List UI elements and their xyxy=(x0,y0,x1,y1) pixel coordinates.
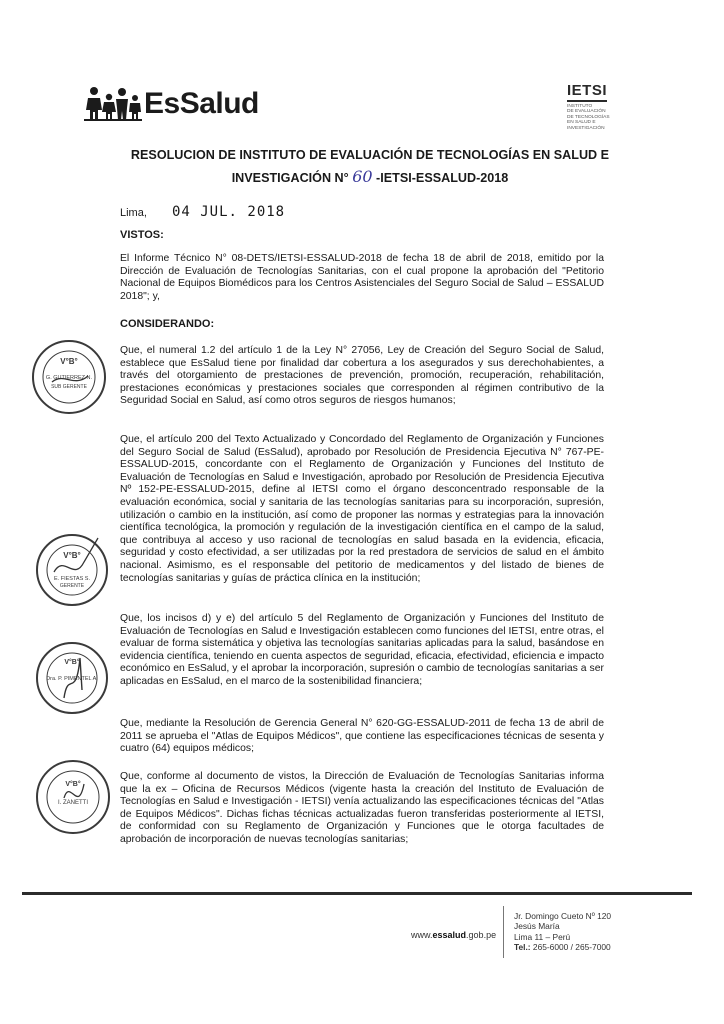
considerando-heading: CONSIDERANDO: xyxy=(120,318,215,330)
stamp-name: E. FIESTAS S. xyxy=(54,576,90,582)
ietsi-sub-line: INSTITUTO xyxy=(567,104,593,109)
date-stamp: 04 JUL. 2018 xyxy=(171,204,286,220)
stamp-name: G. GUTIERREZ N. xyxy=(45,375,93,381)
resolution-number: 60 xyxy=(352,167,373,186)
stamp-role: GERENTE xyxy=(59,583,85,589)
approval-stamp xyxy=(34,640,110,716)
address-line: Lima 11 – Perú xyxy=(514,931,571,942)
footer-divider xyxy=(22,892,692,895)
footer-website xyxy=(411,930,496,940)
family-figures-icon xyxy=(84,86,142,122)
website-prefix: www. xyxy=(411,930,433,940)
date-line xyxy=(120,204,285,220)
paragraph-considerando-1: Que, el numeral 1.2 del artículo 1 de la Ley N° 27056, Ley de Creación del Seguro Social de Salud, establece que EsSalud tiene por finalidad dar cobertura a los asegurados y sus derechohabientes, a través del otorgamiento de prestaciones de prevención, promoción, recuperación, rehabilitación, prestaciones económicas y prestaciones sociales que corresponden al régimen contributivo de la Seguridad Social en Salud, así como otros seguros de riesgos humanos; xyxy=(120,345,604,407)
tel-value: 265-6000 / 265-7000 xyxy=(530,942,611,953)
address-line: Jesús María xyxy=(514,921,560,932)
paragraph-considerando-2: Que, el artículo 200 del Texto Actualizado y Concordado del Reglamento de Organización y Funciones del Seguro Social de Salud (EsSalud), aprobado por Resolución de Presidencia Ejecutiva N° 767-PE-ESSALUD-2015, concordante con el Reglamento de Organización y Funciones del Instituto de Evaluación de Tecnologías en Salud e Investigación, aprobado por Resolución de Presidencia Ejecutiva Nº 152-PE-ESSALUD-2015, define al IETSI como el órgano desconcentrado responsable de la evaluación económica, social y sanitaria de las tecnologías sanitarias para su incorporación, supresión, utilización o cambio en la institución, así como de proponer las normas y estrategias para la innovación científica tecnológica, la promoción y regulación de la investigación científica en el campo de la salud, que contribuya al acceso y uso racional de tecnologías en salud basada en la evidencia, eficacia, seguridad y costo efectividad, a ser utilizadas por la red prestadora de servicios de salud en el ámbito nacional. Asimismo, es el responsable del petitorio de medicamentos y del listado de bienes de tecnologías sanitarias y guías de práctica clínica en la institución; xyxy=(120,434,604,584)
date-label: Lima, xyxy=(120,207,147,219)
paragraph-considerando-4: Que, mediante la Resolución de Gerencia General N° 620-GG-ESSALUD-2011 de fecha 13 de abril de 2011 se aprueba el "Atlas de Equipos Médicos", que contiene las especificaciones técnicas de sesenta y cuatro (64) equipos médicos; xyxy=(120,718,604,755)
title-suffix: -IETSI-ESSALUD-2018 xyxy=(376,171,509,185)
ietsi-sub-line: DE TECNOLOGÍAS xyxy=(567,114,610,120)
stamp-role: SUB GERENTE xyxy=(51,384,87,390)
vistos-heading: VISTOS: xyxy=(120,229,164,241)
paragraph-vistos: El Informe Técnico N° 08-DETS/IETSI-ESSALUD-2018 de fecha 18 de abril de 2018, emitido por la Dirección de Evaluación de Tecnologías Sanitarias, con el cual propone la aprobación del "Petitorio Nacional de Equipos Biomédicos para los Centros Asistenciales del Seguro Social de Salud – ESSALUD 2018"; y, xyxy=(120,253,604,302)
website-domain: essalud xyxy=(432,930,467,940)
ietsi-word: IETSI xyxy=(567,82,607,102)
title-line-1: RESOLUCION DE INSTITUTO DE EVALUACIÓN DE TECNOLOGÍAS EN SALUD E xyxy=(130,148,610,162)
ietsi-sub-line: DE EVALUACIÓN xyxy=(567,109,606,115)
stamp-name: I. ZANETTI xyxy=(58,800,88,806)
footer-separator xyxy=(503,906,504,958)
essalud-logo xyxy=(84,86,259,122)
title-line-2 xyxy=(110,166,630,189)
approval-stamp xyxy=(34,532,110,608)
approval-stamp xyxy=(30,338,108,416)
title-prefix: INVESTIGACIÓN N° xyxy=(231,171,349,185)
paragraph-considerando-3: Que, los incisos d) y e) del artículo 5 del Reglamento de Organización y Funciones del Instituto de Evaluación de Tecnologías en Salud e Investigación establecen como funciones del IETSI, entre otras, el evaluar de forma sistemática y objetiva las tecnologías sanitarias aplicadas para la salud, basándose en evidencia científica, teniendo en cuenta aspectos de seguridad, eficacia, efectividad, eficiencia e impacto económico en EsSalud, y el aprobar la incorporación, supresión o cambio de tecnologías sanitarias a ser aplicadas en EsSalud, en el marco de la sostenibilidad financiera; xyxy=(120,613,604,687)
ietsi-sub-line: INVESTIGACIÓN xyxy=(567,125,605,131)
footer-address xyxy=(514,911,611,953)
stamp-vobo: V°B° xyxy=(63,551,81,560)
resolution-title xyxy=(110,145,630,189)
stamp-vobo: V°B° xyxy=(64,659,80,666)
website-suffix: .gob.pe xyxy=(466,930,497,940)
telephone-line xyxy=(514,942,611,952)
stamp-vobo: V°B° xyxy=(60,357,78,366)
tel-label: Tel.: xyxy=(514,942,531,953)
stamp-name: Dra. P. PIMENTEL A. xyxy=(46,676,98,682)
address-line: Jr. Domingo Cueto Nº 120 xyxy=(514,911,612,921)
paragraph-considerando-5: Que, conforme al documento de vistos, la Dirección de Evaluación de Tecnologías Sanitarias informa que la ex – Oficina de Recursos Médicos (vigente hasta la creación del Instituto de Evaluación de Tecnologías en Salud e Investigación - IETSI) venía actualizando las especificaciones técnicas del "Atlas de Equipos Médicos". Dichas fichas técnicas actualizadas fueron transferidas posteriormente al IETSI, de conformidad con su Reglamento de Organización y Funciones que le otorga facultades de aprobación de incorporación de nuevas tecnologías sanitarias; xyxy=(120,771,604,845)
approval-stamp xyxy=(34,758,112,836)
ietsi-logo xyxy=(567,82,637,131)
stamp-vobo: V°B° xyxy=(65,781,81,788)
ietsi-subtitle xyxy=(567,104,637,131)
brand-name: EsSalud xyxy=(144,87,259,120)
ietsi-sub-line: EN SALUD E xyxy=(567,120,596,126)
